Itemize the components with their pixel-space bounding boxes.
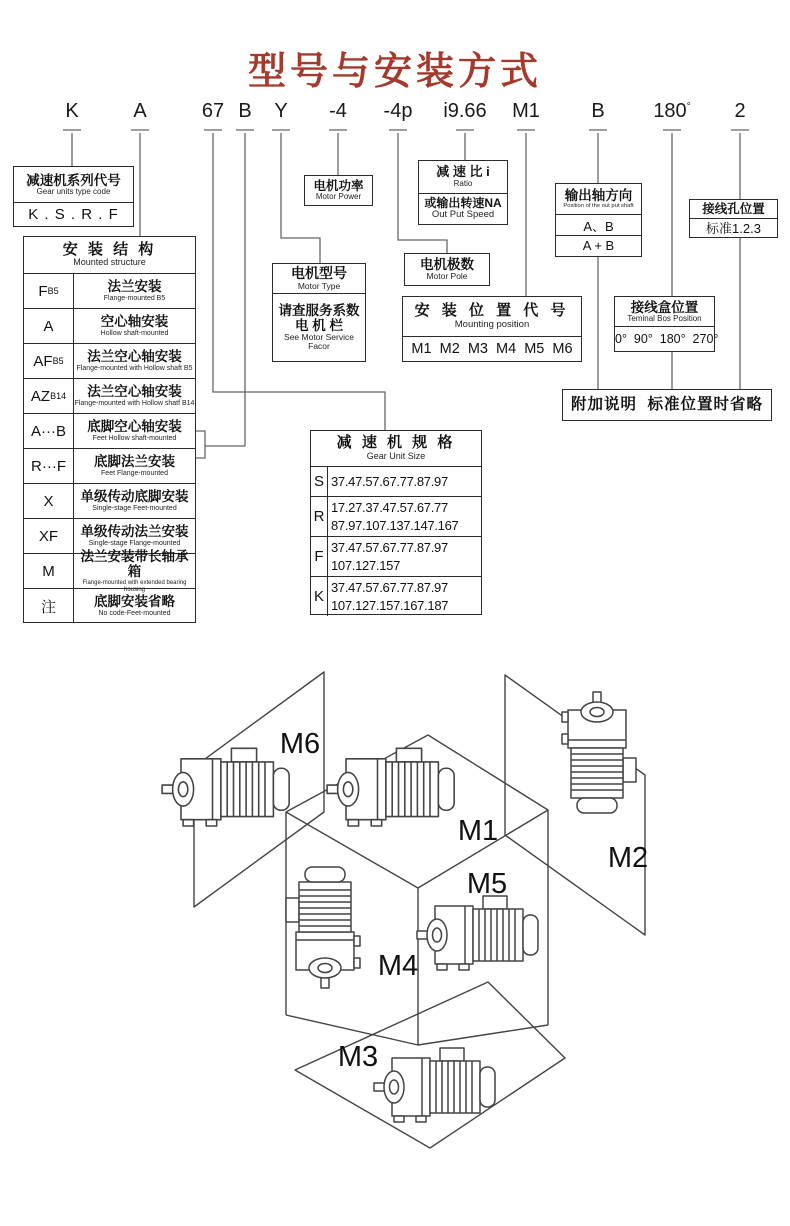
series-values: K . S . R . F bbox=[28, 205, 119, 223]
code-segment-shaftdir: B bbox=[591, 100, 605, 122]
table-row: M 法兰安装带长轴承箱 Flange-mounted with extended bearing housing bbox=[24, 553, 195, 588]
table-row: X 单级传动底脚安装 Single-stage Feet-mounted bbox=[24, 483, 195, 518]
page-title: 型号与安装方式 bbox=[247, 51, 542, 93]
terminal-box-position-box: 接线盒位置 Teminal Bos Position 0° 90° 180° 270° bbox=[614, 296, 715, 352]
code-segment-mount: A bbox=[133, 100, 147, 122]
code-segment-size: 67 bbox=[201, 100, 225, 122]
table-row: S 37.47.57.67.77.87.97 bbox=[311, 466, 481, 496]
motor-type-box: 电机型号 Motor Type 请查服务系数 电 机 栏 See Motor Service Facor bbox=[272, 263, 366, 362]
ratio-box: 减 速 比 i Ratio 或输出转速NA Out Put Speed bbox=[418, 160, 508, 225]
gear-unit-size-header: 减 速 机 规 格 Gear Unit Size bbox=[336, 434, 456, 461]
code-segment-poles: -4p bbox=[383, 100, 413, 122]
mounting-position-values: M1 M2 M3 M4 M5 M6 bbox=[411, 340, 573, 357]
mounting-position-box: 安 装 位 置 代 号 Mounting position M1 M2 M3 M4 M5 M6 bbox=[402, 296, 582, 362]
series-zh: 减速机系列代号 bbox=[26, 172, 121, 188]
table-row: 注 底脚安装省略 No code-Feet-mounted bbox=[24, 588, 195, 623]
table-row: XF 单级传动法兰安装 Single-stage Flange-mounted bbox=[24, 518, 195, 553]
code-segment-power: -4 bbox=[329, 100, 347, 122]
series-code-box bbox=[13, 166, 134, 227]
table-row: AZ B14 法兰空心轴安装 Flange-mounted with Hollow shatf B14 bbox=[24, 378, 195, 413]
table-row: R 17.27.37.47.57.67.77 87.97.107.137.147.167 bbox=[311, 496, 481, 536]
code-segment-feet: B bbox=[238, 100, 252, 122]
code-segment-terminal: 180° bbox=[653, 100, 691, 122]
code-segment-position: M1 bbox=[512, 100, 540, 122]
table-row: R···F 底脚法兰安装 Feet Flange-mounted bbox=[24, 448, 195, 483]
note-box: 附加说明 标准位置时省略 bbox=[562, 389, 772, 421]
motor-m6 bbox=[162, 748, 289, 826]
series-en: Gear units type code bbox=[36, 186, 111, 196]
mount-structure-header: 安 装 结 构 Mounted structure bbox=[62, 240, 157, 268]
motor-power-box: 电机功率 Motor Power bbox=[304, 175, 373, 206]
code-segment-hole: 2 bbox=[734, 100, 746, 122]
table-row: A 空心轴安装 Hollow shaft-mounted bbox=[24, 308, 195, 343]
gear-unit-size-table bbox=[310, 430, 482, 615]
motor-m1 bbox=[327, 748, 454, 826]
row-bracket bbox=[196, 431, 205, 458]
motor-m2 bbox=[562, 692, 636, 813]
motor-m5 bbox=[417, 896, 538, 970]
motor-pole-box: 电机极数 Motor Pole bbox=[404, 253, 490, 286]
motor-m4 bbox=[286, 867, 360, 988]
code-segment-ratio: i9.66 bbox=[443, 100, 487, 122]
code-segment-motortype: Y bbox=[274, 100, 288, 122]
label-m6: M6 bbox=[279, 728, 321, 760]
mount-structure-table bbox=[23, 236, 196, 623]
table-row: F 37.47.57.67.77.87.97 107.127.157 bbox=[311, 536, 481, 576]
table-row: AF B5 法兰空心轴安装 Flange-mounted with Hollow shaft B5 bbox=[24, 343, 195, 378]
table-row: F B5 法兰安装 Flange-mounted B5 bbox=[24, 273, 195, 308]
label-m2: M2 bbox=[607, 842, 649, 874]
label-m4: M4 bbox=[377, 950, 419, 982]
motor-m3 bbox=[374, 1048, 495, 1122]
label-m5: M5 bbox=[466, 868, 508, 900]
shaft-direction-box: 输出轴方向 Position of the out put shaft A、B A + B bbox=[555, 183, 642, 257]
label-m1: M1 bbox=[457, 815, 499, 847]
table-row: K 37.47.57.67.77.87.97 107.127.157.167.187 bbox=[311, 576, 481, 616]
table-row: A···B 底脚空心轴安装 Feet Hollow shaft-mounted bbox=[24, 413, 195, 448]
code-segment-series: K bbox=[65, 100, 79, 122]
terminal-hole-box: 接线孔位置 标准1.2.3 bbox=[689, 199, 778, 238]
label-m3: M3 bbox=[337, 1041, 379, 1073]
